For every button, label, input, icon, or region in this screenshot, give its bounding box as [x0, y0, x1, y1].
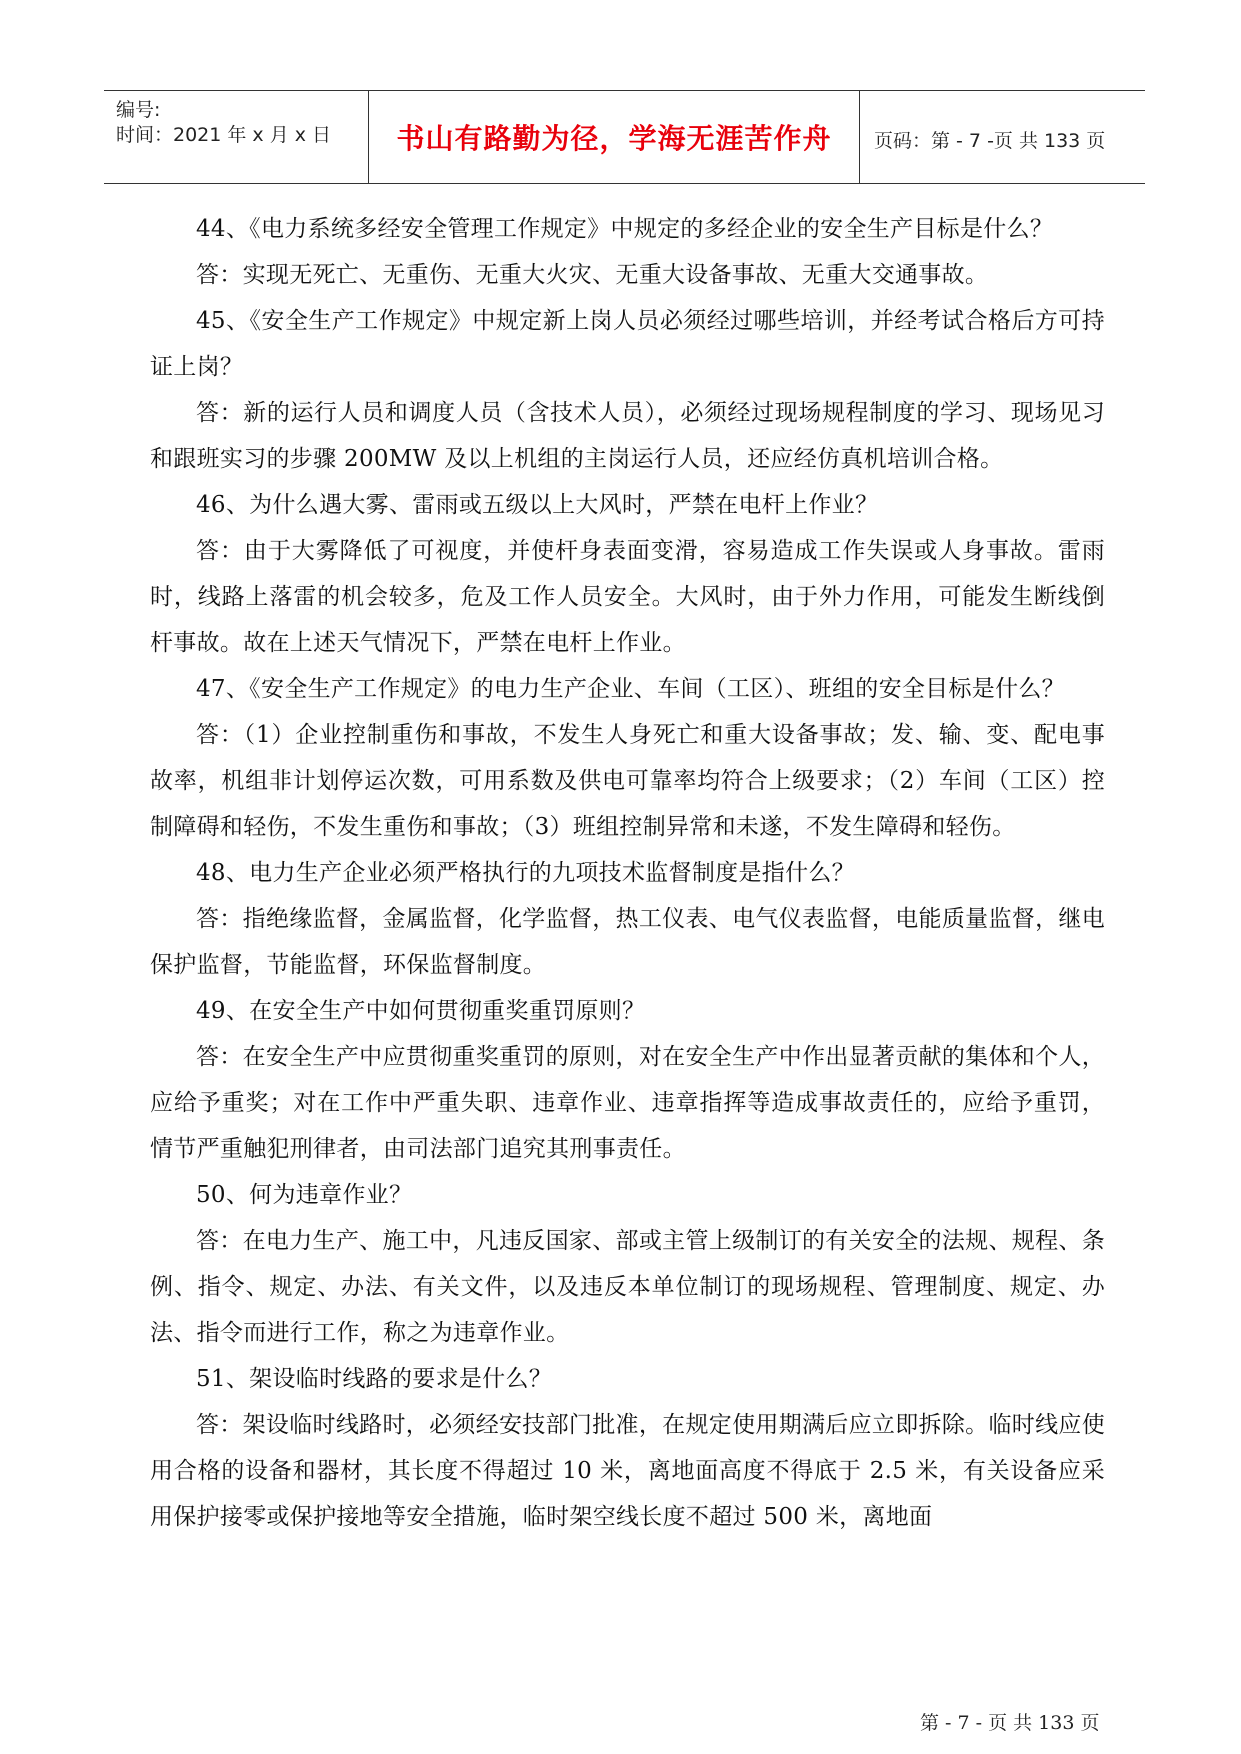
- answer-51: 答：架设临时线路时，必须经安技部门批准，在规定使用期满后应立即拆除。临时线应使用合格的设备和器材，其长度不得超过 10 米，离地面高度不得底于 2.5 米，有关设备应采用保护接零或保护接地等安全措施，临时架空线长度不超过 500 米，离地面: [150, 1412, 1105, 1530]
- document-number-label: 编号:: [116, 99, 161, 121]
- question-49: 49、在安全生产中如何贯彻重奖重罚原则？: [196, 998, 646, 1024]
- header-right-cell: [860, 91, 1145, 183]
- answer-49: 答：在安全生产中应贯彻重奖重罚的原则，对在安全生产中作出显著贡献的集体和个人，应给予重奖；对在工作中严重失职、违章作业、违章指挥等造成事故责任的，应给予重罚，情节严重触犯刑律者，由司法部门追究其刑事责任。: [150, 1044, 1105, 1162]
- document-time-label: 时间：2021 年 x 月 x 日: [116, 124, 332, 146]
- header-motto: 书山有路勤为径，学海无涯苦作舟: [396, 122, 832, 155]
- question-45: 45、《安全生产工作规定》中规定新上岗人员必须经过哪些培训，并经考试合格后方可持证上岗？: [150, 308, 1105, 380]
- header-middle-cell: [369, 91, 860, 183]
- answer-46: 答：由于大雾降低了可视度，并使杆身表面变滑，容易造成工作失误或人身事故。雷雨时，线路上落雷的机会较多，危及工作人员安全。大风时，由于外力作用，可能发生断线倒杆事故。故在上述天气情况下，严禁在电杆上作业。: [150, 538, 1105, 656]
- question-46: 46、为什么遇大雾、雷雨或五级以上大风时，严禁在电杆上作业？: [196, 492, 879, 518]
- header-left-cell: [104, 91, 369, 183]
- question-50: 50、何为违章作业？: [196, 1182, 413, 1208]
- answer-48: 答：指绝缘监督，金属监督，化学监督，热工仪表、电气仪表监督，电能质量监督，继电保护监督，节能监督，环保监督制度。: [150, 906, 1105, 978]
- answer-44: 答：实现无死亡、无重伤、无重大火灾、无重大设备事故、无重大交通事故。: [196, 262, 989, 288]
- answer-47: 答：（1）企业控制重伤和事故，不发生人身死亡和重大设备事故；发、输、变、配电事故率，机组非计划停运次数，可用系数及供电可靠率均符合上级要求；（2）车间（工区）控制障碍和轻伤，不发生重伤和事故；（3）班组控制异常和未遂，不发生障碍和轻伤。: [150, 722, 1105, 840]
- question-51: 51、架设临时线路的要求是什么？: [196, 1366, 553, 1392]
- answer-45: 答：新的运行人员和调度人员（含技术人员），必须经过现场规程制度的学习、现场见习和跟班实习的步骤 200MW 及以上机组的主岗运行人员，还应经仿真机培训合格。: [150, 400, 1105, 472]
- question-47: 47、《安全生产工作规定》的电力生产企业、车间（工区）、班组的安全目标是什么？: [196, 676, 1065, 702]
- page-footer: 第 - 7 - 页 共 133 页: [920, 1712, 1100, 1734]
- answer-50: 答：在电力生产、施工中，凡违反国家、部或主管上级制订的有关安全的法规、规程、条例、指令、规定、办法、有关文件，以及违反本单位制订的现场规程、管理制度、规定、办法、指令而进行工作，称之为违章作业。: [150, 1228, 1105, 1346]
- header-page-info: 页码：第 - 7 -页 共 133 页: [874, 130, 1106, 152]
- document-body: [150, 206, 1105, 1540]
- question-44: 44、《电力系统多经安全管理工作规定》中规定的多经企业的安全生产目标是什么？: [196, 216, 1054, 242]
- page-header: [104, 90, 1145, 184]
- question-48: 48、电力生产企业必须严格执行的九项技术监督制度是指什么？: [196, 860, 855, 886]
